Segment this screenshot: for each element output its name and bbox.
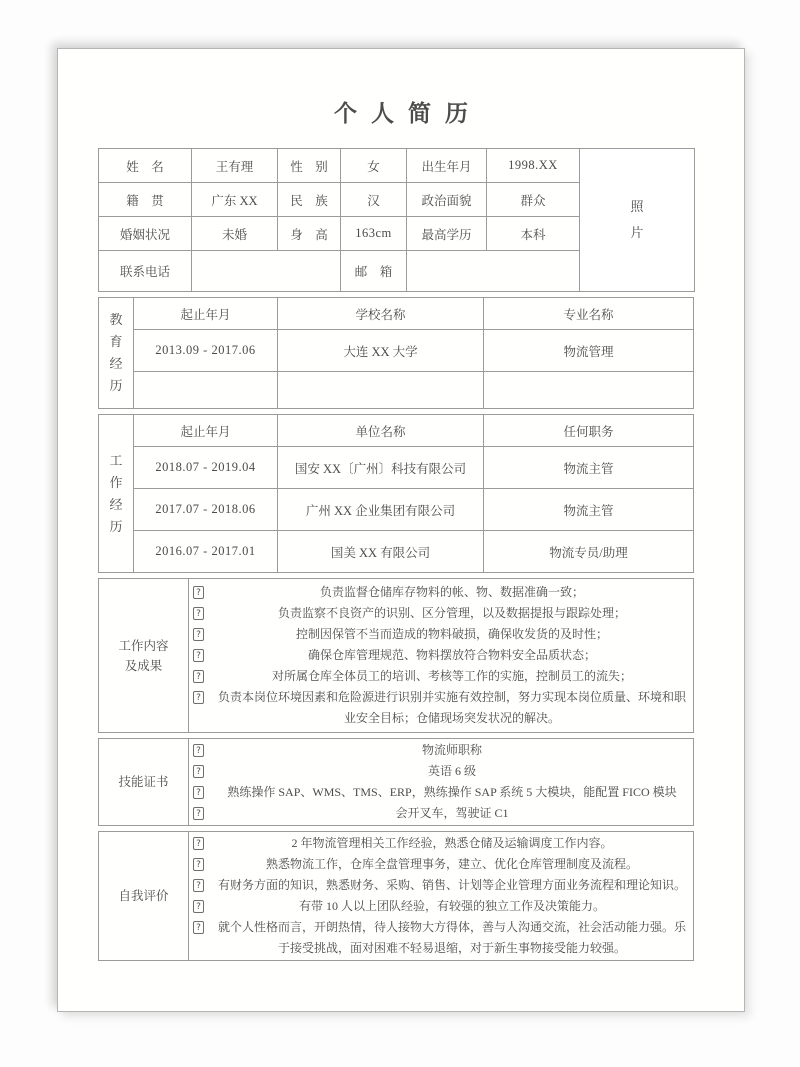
ethnicity-label: 民 族: [278, 183, 341, 217]
list-item: [191, 782, 691, 803]
education-section-label: [99, 298, 134, 409]
list-item: [191, 645, 691, 666]
duty-text: 对所属仓库全体员工的培训、考核等工作的实施，控制员工的流失；: [271, 669, 632, 683]
skills-row: [99, 739, 694, 826]
work-position: 物流主管: [484, 489, 694, 531]
work-section-vertical-text: 工作经历: [109, 452, 123, 534]
missing-glyph-icon: ?: [193, 837, 204, 850]
duties-label-line2: 及成果: [124, 658, 163, 673]
self-eval-text: 有财务方面的知识，熟悉财务、采购、销售、计划等企业管理方面业务流程和理论知识。: [217, 878, 686, 892]
work-section-label: [99, 415, 134, 573]
name-value: 王有理: [192, 149, 278, 183]
work-position-header: 任何职务: [484, 415, 694, 447]
missing-glyph-icon: ?: [193, 858, 204, 871]
list-item: [191, 803, 691, 824]
education-row: [99, 330, 694, 372]
missing-glyph-icon: ?: [193, 691, 204, 704]
skill-text: 物流师职称: [421, 743, 482, 757]
education-header-row: [99, 298, 694, 330]
birthdate-value: 1998.XX: [487, 149, 580, 183]
education-school: 大连 XX 大学: [278, 330, 484, 372]
duty-text: 负责监察不良资产的识别、区分管理，以及数据提报与跟踪处理；: [277, 606, 626, 620]
list-item: [191, 833, 691, 854]
height-label: 身 高: [278, 217, 341, 251]
missing-glyph-icon: ?: [193, 649, 204, 662]
missing-glyph-icon: ?: [193, 765, 204, 778]
self-eval-table: [98, 831, 694, 961]
skills-section-label: 技能证书: [99, 739, 189, 826]
phone-label: 联系电话: [99, 251, 192, 292]
self-eval-text: 熟悉物流工作，仓库全盘管理事务，建立、优化仓库管理制度及流程。: [265, 857, 638, 871]
missing-glyph-icon: ?: [193, 786, 204, 799]
duties-section-label: [99, 579, 189, 733]
missing-glyph-icon: ?: [193, 670, 204, 683]
skills-content: [189, 739, 694, 826]
resume-content: [58, 95, 744, 961]
name-label: 姓 名: [99, 149, 192, 183]
work-table: [98, 414, 694, 573]
list-item: [191, 582, 691, 603]
skill-text: 会开叉车，驾驶证 C1: [395, 806, 509, 820]
photo-placeholder: [580, 149, 695, 292]
skill-text: 英语 6 级: [427, 764, 476, 778]
list-item: [191, 854, 691, 875]
work-period: 2017.07 - 2018.06: [134, 489, 278, 531]
education-major: 物流管理: [484, 330, 694, 372]
education-row-empty: [99, 372, 694, 409]
duties-content: [189, 579, 694, 733]
marital-status-value: 未婚: [192, 217, 278, 251]
native-place-value: 广东 XX: [192, 183, 278, 217]
work-company: 国美 XX 有限公司: [278, 531, 484, 573]
education-period-empty: [134, 372, 278, 409]
native-place-label: 籍 贯: [99, 183, 192, 217]
duties-row: [99, 579, 694, 733]
missing-glyph-icon: ?: [193, 900, 204, 913]
work-period: 2016.07 - 2017.01: [134, 531, 278, 573]
basic-info-table: [98, 148, 695, 292]
duties-label-line1: 工作内容: [118, 638, 169, 653]
duty-text: 负责监督仓储库存物料的帐、物、数据准确一致；: [319, 585, 584, 599]
work-period-header: 起止年月: [134, 415, 278, 447]
work-row: [99, 447, 694, 489]
list-item: [191, 603, 691, 624]
height-value: 163cm: [341, 217, 407, 251]
photo-label: 照片: [630, 199, 644, 240]
work-position: 物流主管: [484, 447, 694, 489]
education-table: [98, 297, 694, 409]
phone-value: [192, 251, 341, 292]
self-eval-text: 2 年物流管理相关工作经验，熟悉仓储及运输调度工作内容。: [291, 836, 613, 850]
work-company: 国安 XX〔广州〕科技有限公司: [278, 447, 484, 489]
ethnicity-value: 汉: [341, 183, 407, 217]
education-period-header: 起止年月: [134, 298, 278, 330]
education-level-label: 最高学历: [407, 217, 487, 251]
skills-table: [98, 738, 694, 826]
missing-glyph-icon: ?: [193, 879, 204, 892]
gender-value: 女: [341, 149, 407, 183]
list-item: [191, 917, 691, 959]
list-item: [191, 666, 691, 687]
education-level-value: 本科: [487, 217, 580, 251]
missing-glyph-icon: ?: [193, 921, 204, 934]
list-item: [191, 896, 691, 917]
duty-text: 负责本岗位环境因素和危险源进行识别并实施有效控制，努力实现本岗位质量、环境和职业安全目标；仓储现场突发状况的解决。: [217, 690, 686, 725]
missing-glyph-icon: ?: [193, 807, 204, 820]
list-item: [191, 875, 691, 896]
self-eval-section-label: 自我评价: [99, 832, 189, 961]
duty-text: 控制因保管不当而造成的物料破损，确保收发货的及时性；: [295, 627, 608, 641]
list-item: [191, 687, 691, 729]
missing-glyph-icon: ?: [193, 607, 204, 620]
work-row: [99, 489, 694, 531]
list-item: [191, 624, 691, 645]
resume-page: [57, 48, 745, 1012]
work-header-row: [99, 415, 694, 447]
duty-text: 确保仓库管理规范、物料摆放符合物料安全品质状态；: [307, 648, 596, 662]
self-eval-row: [99, 832, 694, 961]
self-eval-content: [189, 832, 694, 961]
missing-glyph-icon: ?: [193, 628, 204, 641]
birthdate-label: 出生年月: [407, 149, 487, 183]
education-school-empty: [278, 372, 484, 409]
missing-glyph-icon: ?: [193, 744, 204, 757]
skill-text: 熟练操作 SAP、WMS、TMS、ERP，熟练操作 SAP 系统 5 大模块，能配置 FICO 模块: [227, 785, 677, 799]
education-major-empty: [484, 372, 694, 409]
work-position: 物流专员/助理: [484, 531, 694, 573]
education-period: 2013.09 - 2017.06: [134, 330, 278, 372]
work-period: 2018.07 - 2019.04: [134, 447, 278, 489]
education-section-vertical-text: 教育经历: [109, 312, 123, 393]
marital-status-label: 婚姻状况: [99, 217, 192, 251]
email-value: [407, 251, 580, 292]
political-status-value: 群众: [487, 183, 580, 217]
email-label: 邮 箱: [341, 251, 407, 292]
duties-table: [98, 578, 694, 733]
list-item: [191, 740, 691, 761]
missing-glyph-icon: ?: [193, 586, 204, 599]
self-eval-text: 有带 10 人以上团队经验，有较强的独立工作及决策能力。: [298, 899, 605, 913]
education-school-header: 学校名称: [278, 298, 484, 330]
page-title: 个人简历: [334, 101, 482, 126]
gender-label: 性 别: [278, 149, 341, 183]
work-row: [99, 531, 694, 573]
self-eval-text: 就个人性格而言，开朗热情，待人接物大方得体，善与人沟通交流，社会活动能力强。乐于接受挑战，面对困难不轻易退缩，对于新生事物接受能力较强。: [217, 920, 686, 955]
political-status-label: 政治面貌: [407, 183, 487, 217]
education-major-header: 专业名称: [484, 298, 694, 330]
work-company: 广州 XX 企业集团有限公司: [278, 489, 484, 531]
basic-row-1: [99, 149, 695, 183]
work-company-header: 单位名称: [278, 415, 484, 447]
list-item: [191, 761, 691, 782]
